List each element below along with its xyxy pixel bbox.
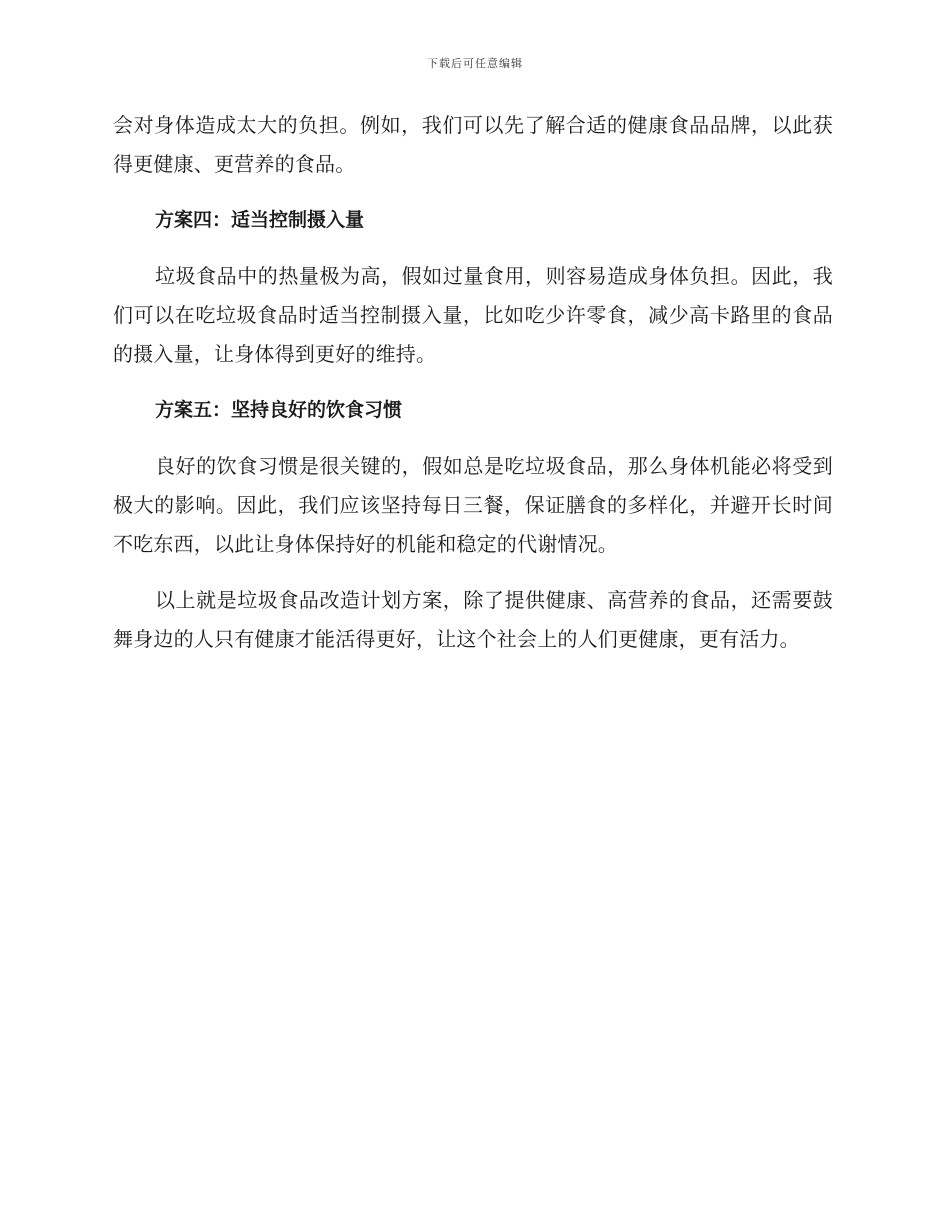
paragraph-conclusion: 以上就是垃圾食品改造计划方案，除了提供健康、高营养的食品，还需要鼓舞身边的人只有健康才能活得更好，让这个社会上的人们更健康，更有活力。 xyxy=(113,588,833,651)
paragraph-intro: 会对身体造成太大的负担。例如，我们可以先了解合适的健康食品品牌，以此获得更健康、更营养的食品。 xyxy=(113,113,833,176)
paragraph-plan-5: 良好的饮食习惯是很关键的，假如总是吃垃圾食品，那么身体机能必将受到极大的影响。因此，我们应该坚持每日三餐，保证膳食的多样化，并避开长时间不吃东西，以此让身体保持好的机能和稳定的代谢情况。 xyxy=(113,454,833,556)
section-heading-plan-5: 方案五：坚持良好的饮食习惯 xyxy=(155,399,403,421)
header-note: 下载后可任意编辑 xyxy=(427,57,523,70)
section-heading-plan-4: 方案四：适当控制摄入量 xyxy=(155,209,365,231)
paragraph-plan-4: 垃圾食品中的热量极为高，假如过量食用，则容易造成身体负担。因此，我们可以在吃垃圾食品时适当控制摄入量，比如吃少许零食，减少高卡路里的食品的摄入量，让身体得到更好的维持。 xyxy=(113,264,833,366)
document-body xyxy=(113,106,833,676)
